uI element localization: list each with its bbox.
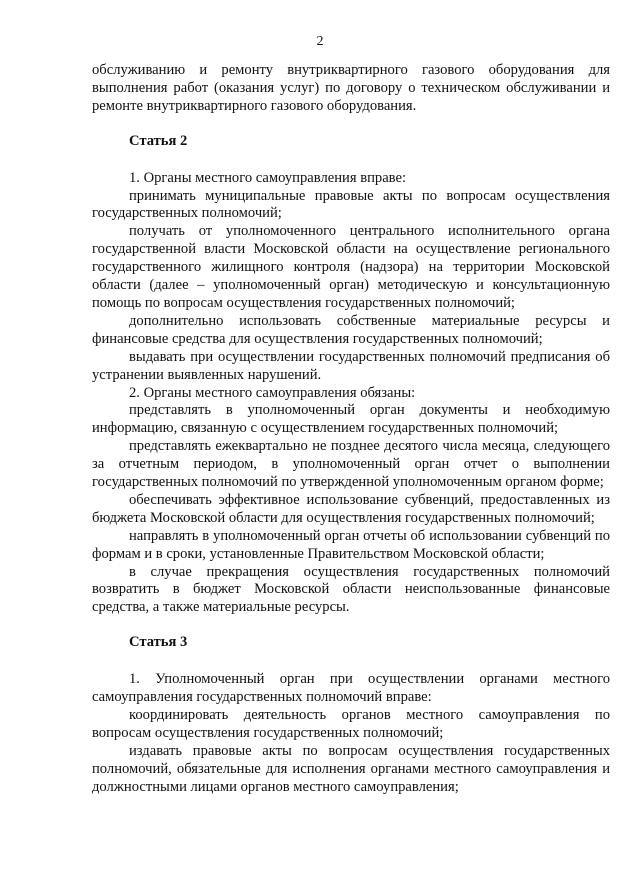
article-3-paragraph: 1. Уполномоченный орган при осуществлении органами местного самоуправления государственных полномочий вправе: <box>92 671 610 706</box>
document-body <box>92 62 610 797</box>
article-3-heading: Статья 3 <box>129 634 188 651</box>
article-2-paragraph: дополнительно использовать собственные материальные ресурсы и финансовые средства для осуществления государственных полномочий; <box>92 312 610 347</box>
article-3-paragraph: координировать деятельность органов местного самоуправления по вопросам осуществления государственных полномочий; <box>92 707 610 741</box>
article-2-paragraph: получать от уполномоченного центрального исполнительного органа государственной власти Московской области на осуществление регионального государственного жилищного контроля (надзора) на территории Московской области (далее – уполномоченный орган) методическую и консультационную помощь по вопросам осуществления государственных полномочий; <box>92 223 610 311</box>
article-2-paragraph: 2. Органы местного самоуправления обязаны: <box>129 384 416 401</box>
page-number: 2 <box>316 34 324 49</box>
article-2-paragraph: 1. Органы местного самоуправления вправе: <box>129 169 407 186</box>
article-2-paragraph: представлять в уполномоченный орган документы и необходимую информацию, связанную с осуществлением государственных полномочий; <box>92 402 610 437</box>
article-2-paragraph: принимать муниципальные правовые акты по вопросам осуществления государственных полномочий; <box>92 187 610 222</box>
article-2-paragraph: направлять в уполномоченный орган отчеты об использовании субвенций по формам и в сроки, установленные Правительством Московской области; <box>92 527 610 562</box>
article-3-paragraph: издавать правовые акты по вопросам осуществления государственных полномочий, обязательные для исполнения органами местного самоуправления и должностными лицами органов местного самоуправления; <box>92 742 610 795</box>
article-2-paragraph: представлять ежеквартально не позднее десятого числа месяца, следующего за отчетным периодом, в уполномоченный орган отчет о выполнении государственных полномочий по утвержденной уполномоченным органом форме; <box>92 438 610 491</box>
continuation-paragraph: обслуживанию и ремонту внутриквартирного газового оборудования для выполнения работ (оказания услуг) по договору о техническом обслуживании и ремонте внутриквартирного газового оборудования. <box>92 62 610 114</box>
article-2-paragraph: обеспечивать эффективное использование субвенций, предоставленных из бюджета Московской области для осуществления государственных полномочий; <box>92 491 610 526</box>
article-2-paragraph: в случае прекращения осуществления государственных полномочий возвратить в бюджет Московской области неиспользованные финансовые средства, а также материальные ресурсы. <box>92 563 610 616</box>
article-2-heading: Статья 2 <box>129 132 188 149</box>
article-2-paragraph: выдавать при осуществлении государственных полномочий предписания об устранении выявленных нарушений. <box>92 348 610 383</box>
